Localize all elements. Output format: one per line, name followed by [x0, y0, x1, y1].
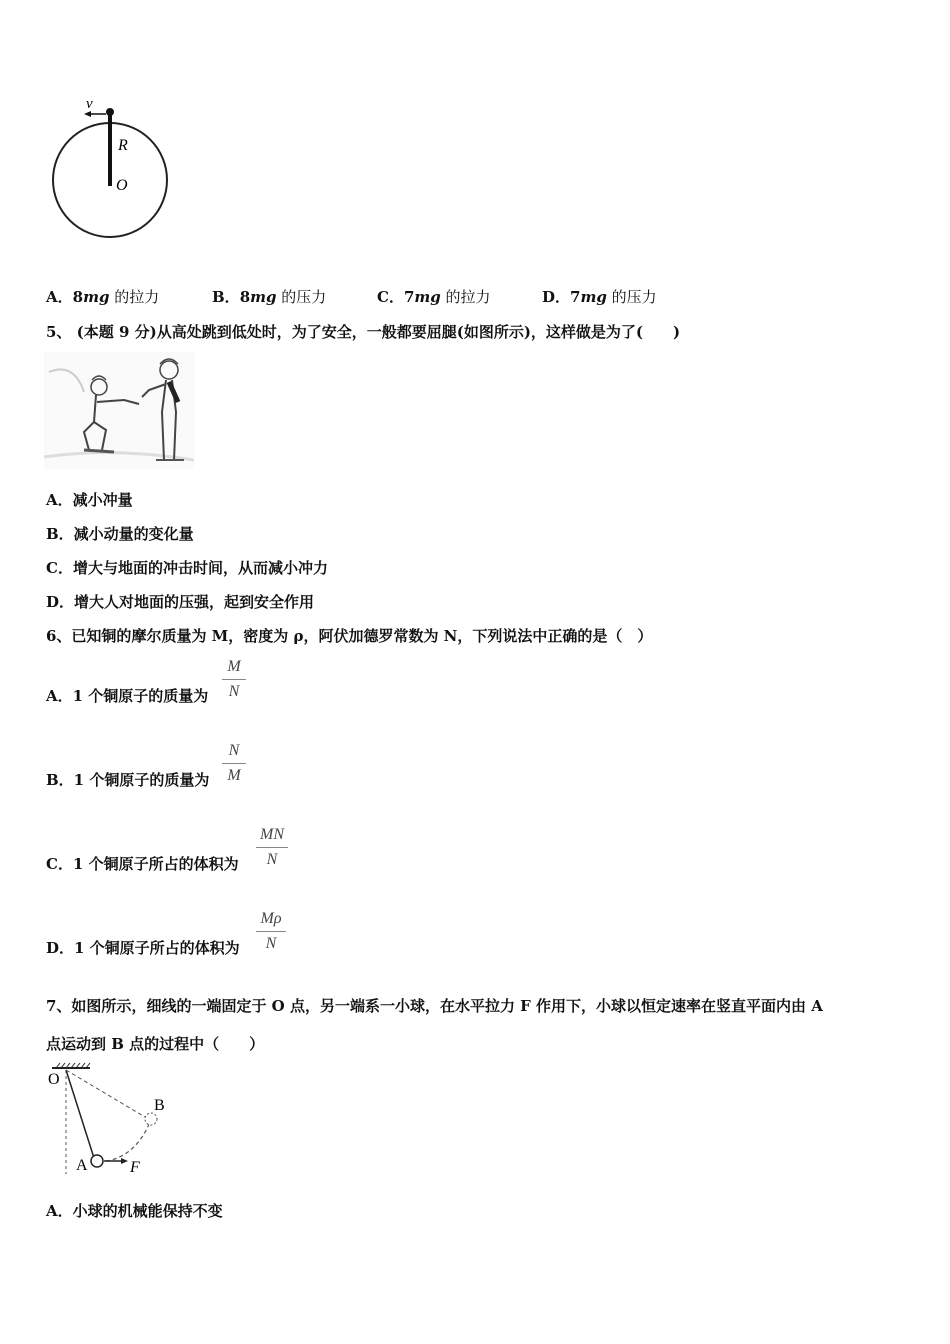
q4-option-d: D．7mg 的压力 [542, 288, 657, 306]
jumping-people-figure [44, 352, 194, 470]
q5-stem: 5、 (本题 9 分)从高处跳到低处时，为了安全，一般都要屈腿(如图所示)，这样做是为了( ) [46, 323, 681, 341]
q6-stem: 6、已知铜的摩尔质量为 M，密度为 ρ，阿伏加德罗常数为 N，下列说法中正确的是（ ） [46, 627, 653, 645]
ball-a [91, 1155, 103, 1167]
ball-b [145, 1113, 157, 1125]
q7-stem-line1: 7、如图所示，细线的一端固定于 O 点，另一端系一小球，在水平拉力 F 作用下，小球以恒定速率在竖直平面内由 A [46, 997, 823, 1015]
circular-motion-figure [40, 92, 180, 252]
q7-stem-line2: 点运动到 B 点的过程中（ ） [46, 1035, 265, 1053]
q6-option-a: A．1 个铜原子的质量为 [46, 687, 209, 705]
pendulum-figure [44, 1062, 184, 1180]
q6-option-c-fraction [256, 825, 288, 870]
q6-option-d-fraction [256, 909, 286, 954]
fraction-numerator: MN [260, 826, 284, 843]
fraction-numerator: N [228, 742, 240, 759]
label-o: O [116, 177, 128, 194]
q6-option-b-fraction [222, 741, 246, 786]
force-arrowhead [121, 1158, 128, 1164]
arc-path [99, 1122, 150, 1162]
string-to-a [66, 1070, 94, 1158]
label-v: v [86, 96, 93, 112]
q5-option-d: D．增大人对地面的压强，起到安全作用 [46, 593, 315, 611]
fraction-numerator: M [227, 658, 241, 675]
fraction-denominator: N [228, 683, 240, 700]
fraction-denominator: N [266, 851, 278, 868]
label-o: O [48, 1071, 60, 1088]
fraction-bar [222, 763, 246, 764]
q4-option-b: B．8mg 的压力 [212, 288, 327, 306]
q6-option-a-fraction [222, 657, 246, 702]
q5-option-c: C．增大与地面的冲击时间，从而减小冲力 [46, 559, 328, 577]
fraction-bar [222, 679, 246, 680]
label-b: B [154, 1097, 165, 1114]
label-r: R [118, 137, 128, 154]
q4-option-c: C．7mg 的拉力 [377, 288, 491, 306]
label-a: A [76, 1157, 88, 1174]
q7-option-a: A．小球的机械能保持不变 [46, 1202, 223, 1220]
q6-option-c: C．1 个铜原子所占的体积为 [46, 855, 239, 873]
q6-option-d: D．1 个铜原子所占的体积为 [46, 939, 240, 957]
q6-option-b: B．1 个铜原子的质量为 [46, 771, 210, 789]
q4-option-a: A．8mg 的拉力 [46, 288, 160, 306]
fraction-numerator: Mρ [260, 910, 282, 927]
q5-option-a: A．减小冲量 [46, 491, 133, 509]
fraction-bar [256, 931, 286, 932]
string-to-b [66, 1070, 150, 1120]
q5-option-b: B．减小动量的变化量 [46, 525, 194, 543]
fraction-denominator: M [227, 767, 241, 784]
fraction-bar [256, 847, 288, 848]
fraction-denominator: N [265, 935, 277, 952]
label-f: F [130, 1159, 140, 1176]
ball [106, 108, 114, 116]
